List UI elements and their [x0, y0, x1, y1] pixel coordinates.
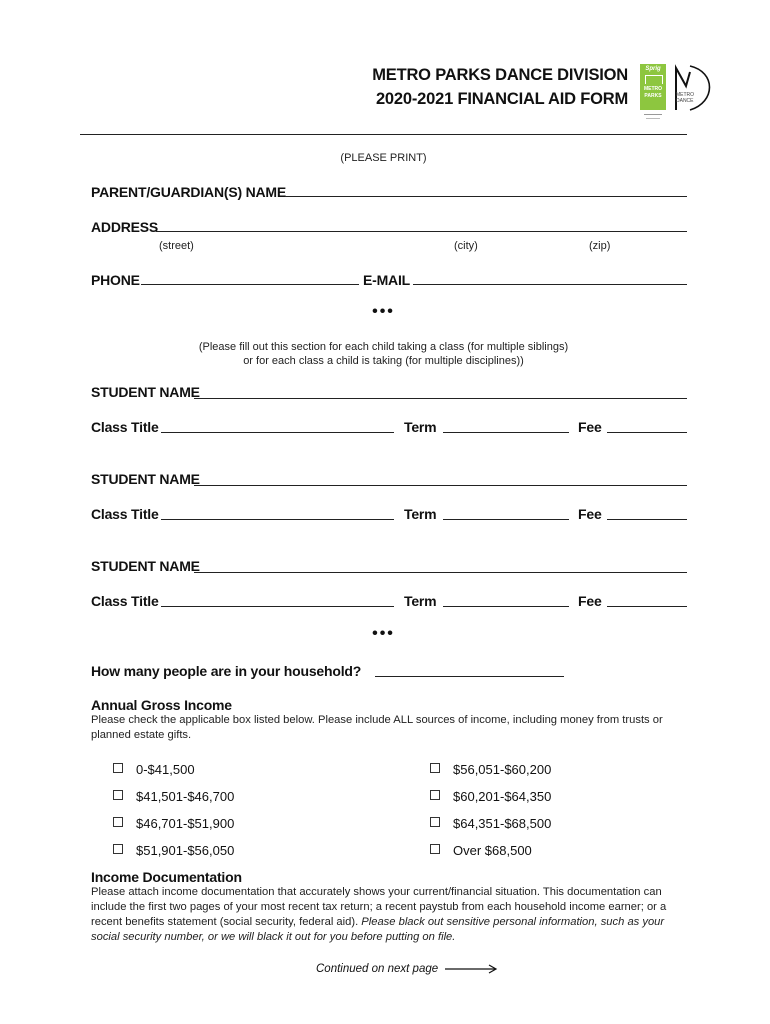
checkbox[interactable]	[430, 763, 440, 773]
checkbox[interactable]	[430, 844, 440, 854]
phone-field[interactable]	[141, 284, 359, 285]
fee-label: Fee	[578, 419, 602, 435]
income-option-label: 0-$41,500	[136, 762, 195, 777]
class-title-field[interactable]	[161, 606, 394, 607]
separator-dots: •••	[372, 303, 395, 320]
documentation-heading: Income Documentation	[91, 869, 242, 885]
student-name-label: STUDENT NAME	[91, 558, 200, 574]
household-field[interactable]	[375, 676, 564, 677]
student-name-field[interactable]	[194, 485, 687, 486]
income-description: Please check the applicable box listed below. Please include ALL sources of income, including money from trusts or planned estate gifts.	[91, 714, 663, 741]
phone-label: PHONE	[91, 272, 140, 288]
income-option[interactable]	[113, 762, 195, 777]
term-field[interactable]	[443, 606, 569, 607]
metro-parks-logo	[638, 64, 668, 122]
student-name-label: STUDENT NAME	[91, 384, 200, 400]
income-option[interactable]	[113, 789, 234, 804]
logo-dance-text-2: DANCE	[676, 98, 694, 104]
class-title-field[interactable]	[161, 519, 394, 520]
address-label: ADDRESS	[91, 219, 159, 235]
fee-label: Fee	[578, 506, 602, 522]
fee-field[interactable]	[607, 432, 687, 433]
household-question: How many people are in your household?	[91, 663, 362, 679]
metro-dance-mark-icon	[672, 62, 714, 114]
logo-green-mid2-text: PARKS	[644, 93, 662, 99]
term-label: Term	[404, 593, 437, 609]
checkbox[interactable]	[113, 844, 123, 854]
checkbox[interactable]	[113, 817, 123, 827]
header-divider	[80, 134, 687, 135]
class-title-label: Class Title	[91, 506, 159, 522]
fee-label: Fee	[578, 593, 602, 609]
metro-dance-logo	[672, 62, 714, 114]
checkbox[interactable]	[113, 790, 123, 800]
income-option[interactable]	[430, 762, 551, 777]
student-name-field[interactable]	[194, 572, 687, 573]
documentation-italic-note: Please black out sensitive personal information, such as your social security number, or we will black it out for you before putting on file.	[91, 916, 665, 943]
student-name-label: STUDENT NAME	[91, 471, 200, 487]
form-title-line2: 2020-2021 FINANCIAL AID FORM	[375, 90, 628, 108]
checkbox[interactable]	[113, 763, 123, 773]
term-label: Term	[404, 506, 437, 522]
checkbox[interactable]	[430, 790, 440, 800]
income-option[interactable]	[430, 816, 551, 831]
income-option-label: $41,501-$46,700	[136, 789, 235, 804]
term-field[interactable]	[443, 432, 569, 433]
income-option[interactable]	[113, 843, 234, 858]
income-heading: Annual Gross Income	[91, 697, 232, 713]
parent-name-field[interactable]	[285, 196, 687, 197]
class-title-field[interactable]	[161, 432, 394, 433]
logo-green-top-text: Sprig	[645, 66, 661, 72]
student-name-field[interactable]	[194, 398, 687, 399]
class-title-label: Class Title	[91, 419, 159, 435]
address-field[interactable]	[156, 231, 687, 232]
continued-note	[316, 963, 499, 975]
separator-dots: •••	[372, 625, 395, 642]
instructions-line1: (Please fill out this section for each child taking a class (for multiple siblings)	[198, 341, 569, 353]
term-field[interactable]	[443, 519, 569, 520]
income-option-label: $51,901-$56,050	[136, 843, 235, 858]
income-option-label: $56,051-$60,200	[453, 762, 552, 777]
zip-caption: (zip)	[589, 240, 611, 252]
parent-name-label: PARENT/GUARDIAN(S) NAME	[91, 184, 287, 200]
income-option-label: $60,201-$64,350	[453, 789, 552, 804]
please-print-note: (PLEASE PRINT)	[340, 152, 427, 164]
form-title-line1: METRO PARKS DANCE DIVISION	[372, 66, 628, 84]
income-option[interactable]	[430, 789, 551, 804]
email-field[interactable]	[413, 284, 687, 285]
documentation-body: Please attach income documentation that accurately shows your current/financial situation. This documentation can include the first two pages of your most recent tax return; a recent paystub from each household income earner; or a recent benefits statement (social security, federal aid).	[91, 886, 667, 928]
term-label: Term	[404, 419, 437, 435]
arrow-right-icon	[443, 964, 499, 974]
fee-field[interactable]	[607, 519, 687, 520]
income-option-label: $64,351-$68,500	[453, 816, 552, 831]
class-title-label: Class Title	[91, 593, 159, 609]
income-option-label: $46,701-$51,900	[136, 816, 235, 831]
income-option[interactable]	[430, 843, 532, 858]
instructions-line2: or for each class a child is taking (for multiple disciplines))	[243, 355, 524, 367]
city-caption: (city)	[454, 240, 478, 252]
logo-dance-text-1: METRO	[676, 92, 695, 98]
street-caption: (street)	[159, 240, 194, 252]
income-option[interactable]	[113, 816, 234, 831]
logo-green-mid-text: METRO	[643, 86, 663, 92]
email-label: E-MAIL	[363, 272, 411, 288]
checkbox[interactable]	[430, 817, 440, 827]
documentation-text	[91, 885, 687, 945]
fee-field[interactable]	[607, 606, 687, 607]
continued-text: Continued on next page	[316, 963, 439, 975]
income-option-label: Over $68,500	[453, 843, 532, 858]
